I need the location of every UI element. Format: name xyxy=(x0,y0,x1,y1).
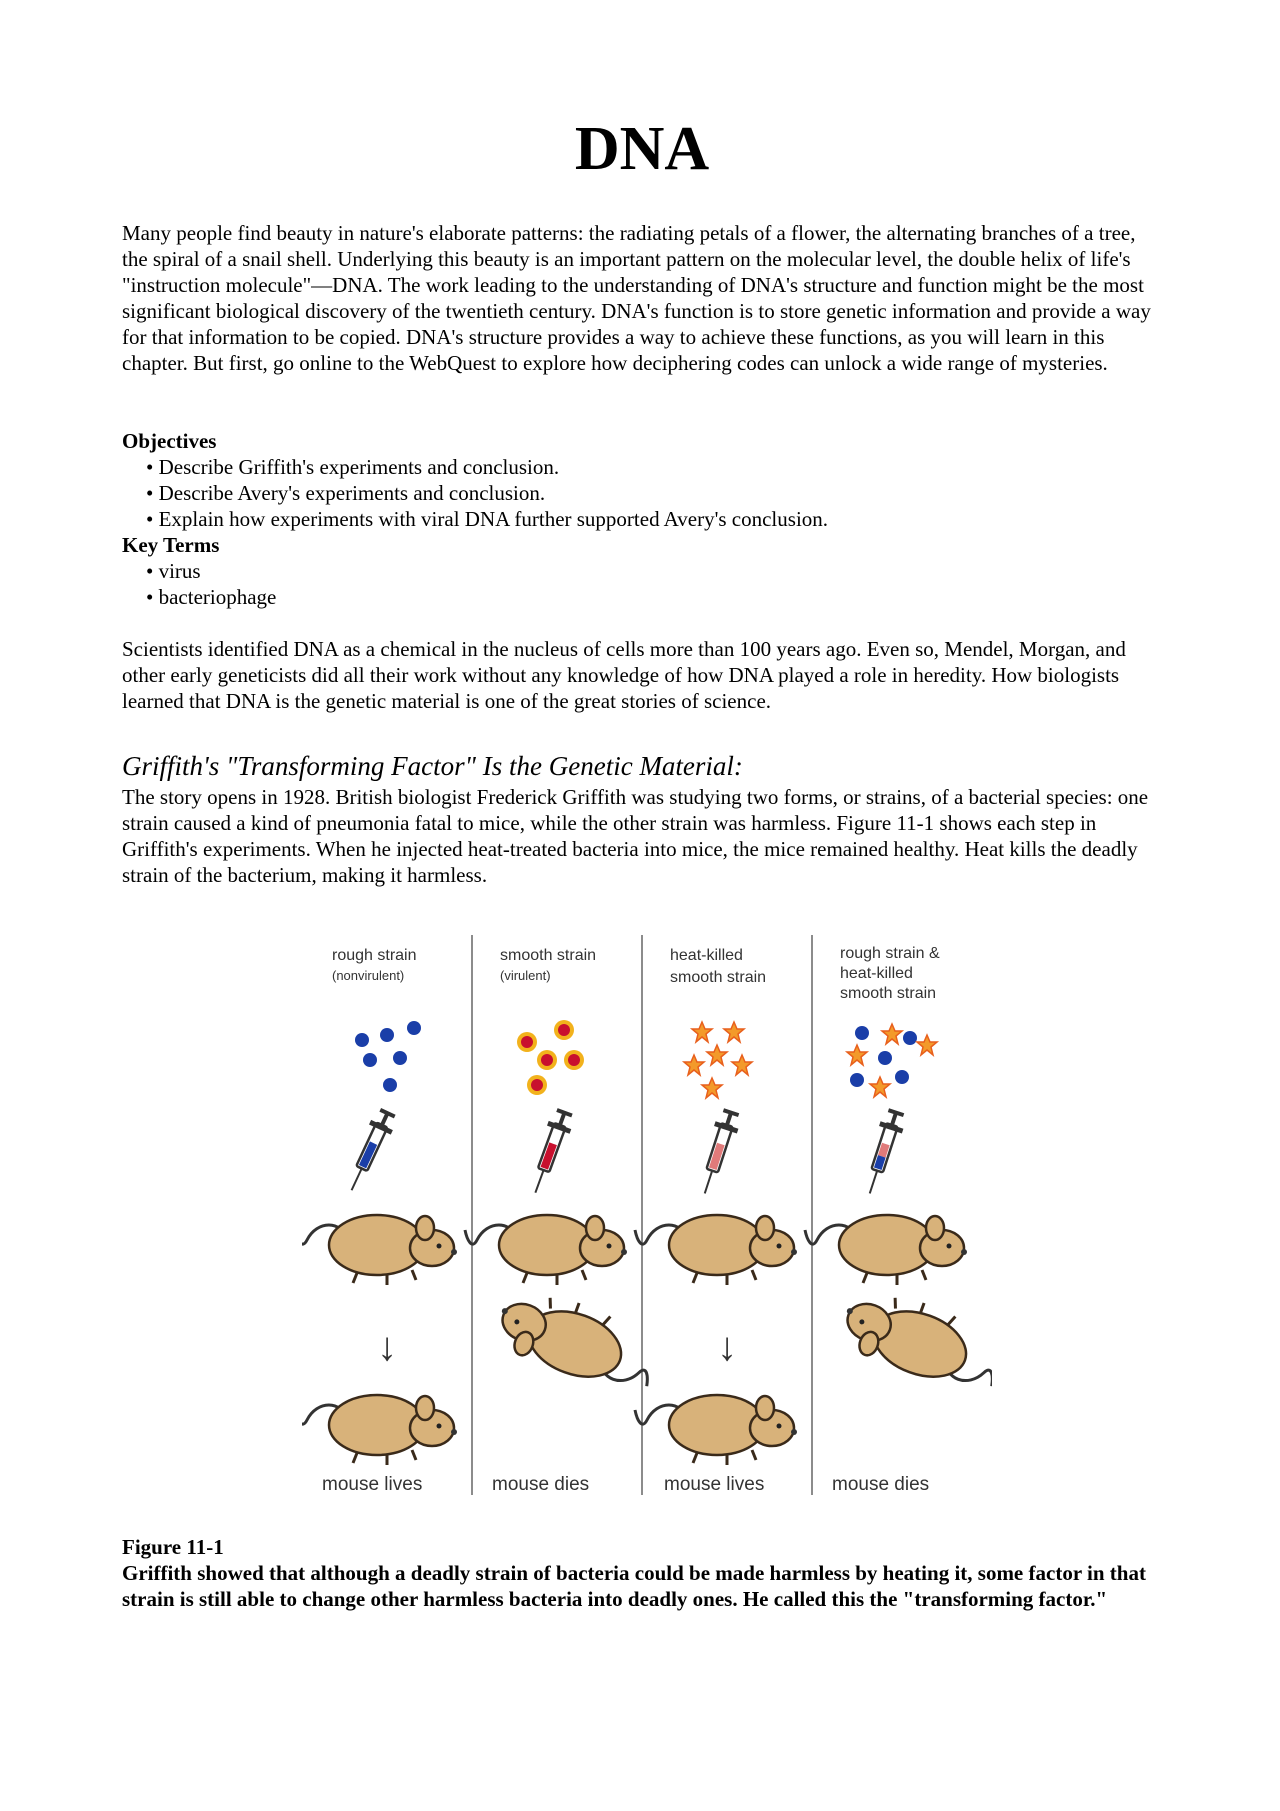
page-title: DNA xyxy=(574,115,710,183)
objectives-heading: Objectives xyxy=(122,429,217,453)
mouse-icon xyxy=(635,1215,797,1285)
key-term-item: • bacteriophage xyxy=(146,585,277,609)
mouse-icon xyxy=(302,1215,457,1285)
history-paragraph: Scientists identified DNA as a chemical in the nucleus of cells more than 100 years ago. Even so, Mendel, Morgan, and other early geneticists did all their work without any knowledge of how DNA played a role in heredity. How biologists learned that DNA is the genetic material is one of the great stories of science. xyxy=(122,637,1126,713)
panel-label: heat-killed xyxy=(670,947,743,964)
outcome-label: mouse lives xyxy=(664,1474,765,1495)
objectives-block xyxy=(122,428,1162,610)
figure-label: Figure 11-1 xyxy=(122,1535,224,1559)
intro-paragraph: Many people find beauty in nature's elaborate patterns: the radiating petals of a flower, the alternating branches of a tree, the spiral of a snail shell. Underlying this beauty is an important pattern on the molecular level, the double helix of life's "instruction molecule"—DNA. The work leading to the understanding of DNA's structure and function might be the most significant biological discovery of the twentieth century. DNA's function is to store genetic information and provide a way for that information to be copied. DNA's structure provides a way to achieve these functions, as you will learn in this chapter. But first, go online to the WebQuest to explore how deciphering codes can unlock a wide range of mysteries. xyxy=(122,221,1151,375)
outcome-label: mouse dies xyxy=(492,1474,590,1495)
dead-mouse-icon xyxy=(834,1279,992,1400)
outcome-label: mouse dies xyxy=(832,1474,930,1495)
panel-label: rough strain xyxy=(332,947,417,964)
panel-sublabel: (virulent) xyxy=(500,968,551,983)
mouse-icon xyxy=(805,1215,967,1285)
heat-killed-bacteria-icon xyxy=(684,1022,752,1098)
panel-mixed xyxy=(805,945,992,1495)
griffith-paragraph: The story opens in 1928. British biologist Frederick Griffith was studying two forms, or strains, of a bacterial species: one strain caused a kind of pneumonia fatal to mice, while the other strain was harmless. Figure 11-1 shows each step in Griffith's experiments. When he injected heat-treated bacteria into mice, the mice remained healthy. Heat kills the deadly strain of the bacterium, making it harmless. xyxy=(122,785,1149,887)
down-arrow-icon: ↓ xyxy=(377,1325,397,1369)
section-heading: Griffith's "Transforming Factor" Is the Genetic Material: xyxy=(122,751,743,781)
panel-label: heat-killed xyxy=(840,965,913,982)
griffith-experiment-figure xyxy=(302,930,992,1510)
mixed-bacteria-icon xyxy=(847,1024,937,1097)
down-arrow-icon: ↓ xyxy=(717,1325,737,1369)
panel-rough-strain xyxy=(302,947,457,1495)
panel-heat-killed xyxy=(635,947,797,1495)
smooth-bacteria-icon xyxy=(517,1020,584,1095)
panel-label: smooth strain xyxy=(840,985,937,1002)
rough-bacteria-icon xyxy=(355,1021,421,1092)
objective-item: • Describe Griffith's experiments and conclusion. xyxy=(146,455,560,479)
figure-caption xyxy=(122,1534,1162,1612)
objective-item: • Explain how experiments with viral DNA further supported Avery's conclusion. xyxy=(146,507,829,531)
objective-item: • Describe Avery's experiments and conclusion. xyxy=(146,481,546,505)
syringe-icon xyxy=(524,1107,576,1197)
panel-label: smooth strain xyxy=(500,947,597,964)
key-term-item: • virus xyxy=(146,559,201,583)
mouse-icon xyxy=(302,1395,457,1465)
figure-caption-text: Griffith showed that although a deadly strain of bacteria could be made harmless by heating it, some factor in that strain is still able to change other harmless bacteria into deadly ones. He called this the "transforming factor." xyxy=(122,1561,1146,1611)
dead-mouse-icon xyxy=(489,1279,665,1400)
syringe-icon xyxy=(341,1106,400,1195)
syringe-icon xyxy=(858,1107,908,1197)
mouse-icon xyxy=(465,1215,627,1285)
mouse-icon xyxy=(635,1395,797,1465)
panel-sublabel: (nonvirulent) xyxy=(332,968,405,983)
panel-label: rough strain & xyxy=(840,945,940,962)
panel-label: smooth strain xyxy=(670,969,767,986)
key-terms-heading: Key Terms xyxy=(122,533,220,557)
syringe-icon xyxy=(693,1107,743,1197)
outcome-label: mouse lives xyxy=(322,1474,423,1495)
